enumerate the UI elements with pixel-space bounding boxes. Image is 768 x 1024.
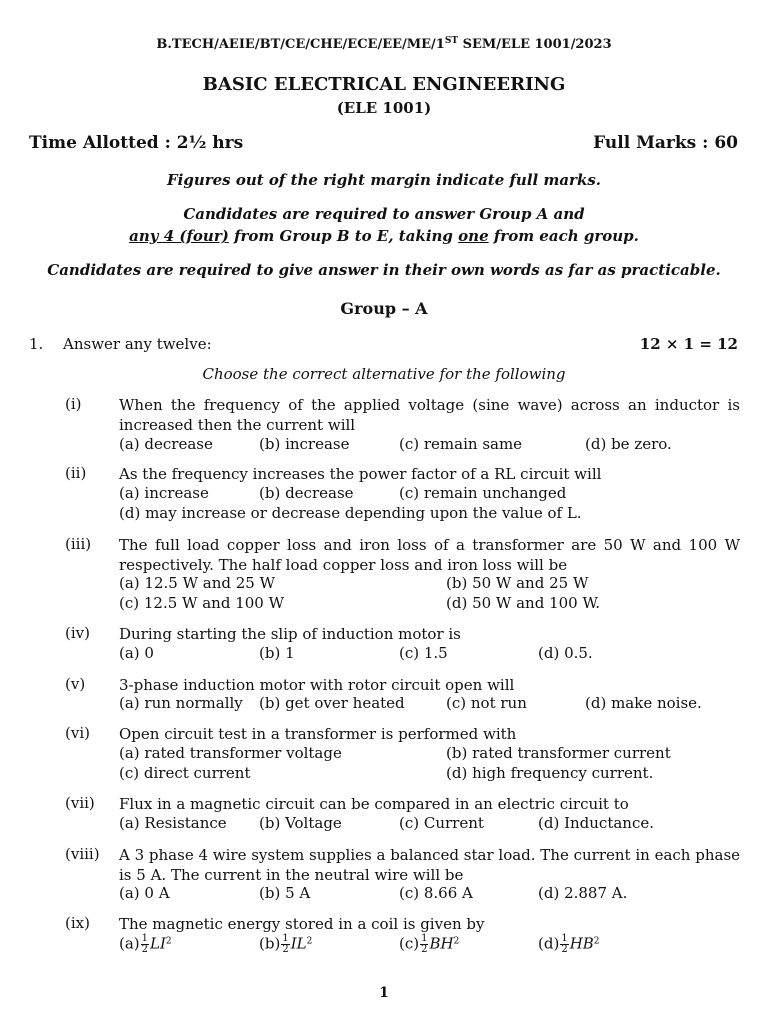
option-b: (b) increase (259, 435, 350, 453)
option-a: (a) run normally (119, 694, 243, 712)
option-d: (d) high frequency current. (446, 764, 654, 782)
sub-question-text: 3-phase induction motor with rotor circuit open will (119, 676, 515, 694)
option-c: (c) remain same (399, 435, 523, 453)
sub-question-number: (iii) (65, 535, 92, 553)
option-b: (b) 5 A (259, 884, 311, 902)
course-line: B.TECH/AEIE/BT/CE/CHE/ECE/EE/ME/1ST SEM/ELE 1001/2023 (156, 36, 612, 52)
page-number: 1 (379, 985, 389, 1001)
option-d: (d) 50 W and 100 W. (446, 594, 601, 612)
option-b: (b) 1 (259, 644, 295, 662)
instruction-margin: Figures out of the right margin indicate full marks. (166, 171, 602, 189)
sub-question-text: The magnetic energy stored in a coil is given by (119, 915, 485, 933)
option-d: (d) Inductance. (538, 814, 655, 832)
question-marks: 12 × 1 = 12 (639, 335, 738, 353)
sub-question-text: As the frequency increases the power factor of a RL circuit will (119, 465, 602, 483)
sub-question-text: Flux in a magnetic circuit can be compared in an electric circuit to (119, 795, 629, 813)
option-b: (b) rated transformer current (446, 744, 671, 762)
option-b: (b) get over heated (259, 694, 405, 712)
sub-question-text: During starting the slip of induction motor is (119, 625, 461, 643)
sub-question-text: Open circuit test in a transformer is performed with (119, 725, 517, 743)
option-c-formula: (c) $\frac{1}{2}$ $BH^2$ (399, 933, 460, 955)
option-b: (b) 50 W and 25 W (446, 574, 589, 592)
fraction-half: $\frac{1}{2}$ (282, 933, 289, 955)
option-c: (c) 8.66 A (399, 884, 473, 902)
option-c: (c) not run (446, 694, 527, 712)
fraction-half: $\frac{1}{2}$ (141, 933, 149, 955)
option-a: (a) decrease (119, 435, 213, 453)
option-d: (d) 2.887 A. (538, 884, 628, 902)
option-d: (d) 0.5. (538, 644, 593, 662)
instruction-own-words: Candidates are required to give answer in their own words as far as practicable. (47, 261, 721, 279)
full-marks: Full Marks : 60 (593, 133, 738, 153)
option-d: (d) make noise. (585, 694, 702, 712)
question-subtitle: Choose the correct alternative for the following (202, 365, 566, 383)
sub-question-text: The full load copper loss and iron loss of a transformer are 50 W and 100 W respectively. The half load copper loss and iron loss will be (119, 536, 740, 574)
option-b: (b) Voltage (259, 814, 342, 832)
option-c: (c) remain unchanged (399, 484, 567, 502)
option-a: (a) 0 A (119, 884, 170, 902)
sub-question-text: When the frequency of the applied voltage (sine wave) across an inductor is increased then the current will (119, 396, 740, 434)
course-code: (ELE 1001) (336, 99, 432, 117)
option-b: (b) decrease (259, 484, 354, 502)
option-a: (a) increase (119, 484, 209, 502)
option-b-formula: (b) $\frac{1}{2}$ $IL^2$ (259, 933, 313, 955)
instruction-group-a: Candidates are required to answer Group A and (183, 205, 585, 223)
option-c: (c) direct current (119, 764, 251, 782)
group-heading: Group – A (340, 299, 428, 318)
option-c: (c) 12.5 W and 100 W (119, 594, 285, 612)
option-c: (c) 1.5 (399, 644, 448, 662)
option-a: (a) rated transformer voltage (119, 744, 342, 762)
option-a: (a) 12.5 W and 25 W (119, 574, 276, 592)
option-a: (a) Resistance (119, 814, 227, 832)
option-d: (d) may increase or decrease depending upon the value of L. (119, 504, 582, 522)
sub-question-number: (i) (65, 395, 82, 413)
fraction-half: $\frac{1}{2}$ (421, 933, 428, 955)
sub-question-number: (iv) (65, 624, 90, 642)
sub-question-number: (ii) (65, 464, 87, 482)
question-text: Answer any twelve: (63, 335, 212, 353)
sub-question-number: (v) (65, 675, 86, 693)
option-d-formula: (d) $\frac{1}{2}$ $HB^2$ (538, 933, 600, 955)
sub-question-number: (vi) (65, 724, 90, 742)
option-d: (d) be zero. (585, 435, 672, 453)
sub-question-text: A 3 phase 4 wire system supplies a balanced star load. The current in each phase is 5 A. The current in the neutral wire will be (119, 846, 741, 884)
sub-question-number: (vii) (65, 794, 95, 812)
fraction-half: $\frac{1}{2}$ (561, 933, 568, 955)
sub-question-number: (viii) (65, 845, 100, 863)
sub-question-number: (ix) (65, 914, 90, 932)
instruction-any-four: any 4 (four) from Group B to E, taking one from each group. (129, 227, 639, 245)
exam-title: BASIC ELECTRICAL ENGINEERING (202, 74, 566, 95)
question-number: 1. (29, 335, 44, 353)
time-allotted: Time Allotted : 2½ hrs (29, 133, 244, 153)
option-a: (a) 0 (119, 644, 154, 662)
option-c: (c) Current (399, 814, 484, 832)
option-a-formula: (a) $\frac{1}{2}$ $LI^2$ (119, 933, 172, 955)
